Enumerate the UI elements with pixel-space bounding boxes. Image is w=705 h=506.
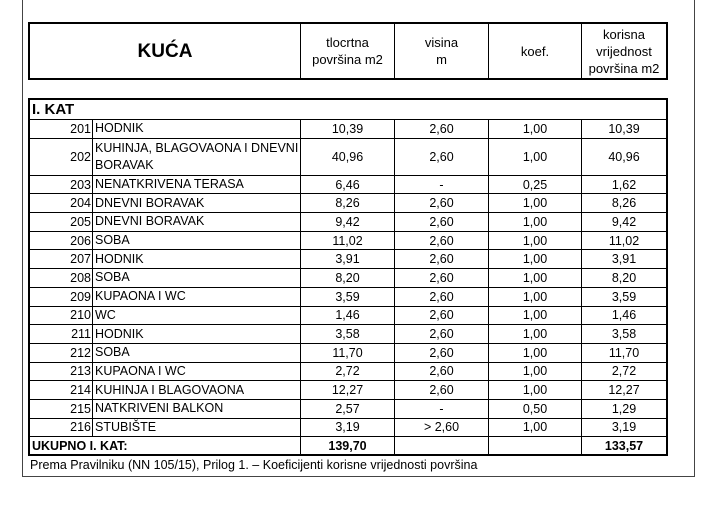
room-number: 213	[70, 364, 91, 379]
room-coef: 1,00	[488, 419, 581, 437]
room-name: SOBA	[92, 344, 300, 362]
table-row	[28, 307, 668, 326]
room-coef: 1,00	[488, 325, 581, 343]
room-height: 2,60	[394, 363, 488, 381]
sheet-border-right	[694, 0, 695, 476]
table-row	[28, 176, 668, 195]
room-area: 12,27	[300, 381, 394, 399]
header-area-line2: površina m2	[312, 52, 383, 67]
room-coef: 1,00	[488, 120, 581, 138]
room-name: KUHINJA I BLAGOVAONA	[92, 381, 300, 399]
room-coef: 1,00	[488, 381, 581, 399]
room-number: 210	[70, 308, 91, 323]
room-height: > 2,60	[394, 419, 488, 437]
room-area: 3,91	[300, 250, 394, 268]
header-useful-line3: površina m2	[588, 60, 660, 76]
room-useful-area: 12,27	[581, 381, 666, 399]
table-row	[28, 120, 668, 139]
room-area: 10,39	[300, 120, 394, 138]
room-coef: 0,50	[488, 400, 581, 418]
room-name: DNEVNI BORAVAK	[92, 213, 300, 231]
header-height	[394, 24, 488, 78]
room-name: WC	[92, 307, 300, 325]
room-height: 2,60	[394, 381, 488, 399]
room-useful-area: 1,62	[581, 176, 666, 194]
room-name: STUBIŠTE	[92, 419, 300, 437]
header-height-line1: visina	[424, 35, 459, 50]
total-height-empty	[394, 437, 488, 454]
room-useful-area: 10,39	[581, 120, 666, 138]
room-name: HODNIK	[92, 325, 300, 343]
table-row	[28, 344, 668, 363]
table-row	[28, 250, 668, 269]
room-number: 212	[70, 345, 91, 360]
room-useful-area: 3,58	[581, 325, 666, 343]
table-row	[28, 232, 668, 251]
room-area: 3,19	[300, 419, 394, 437]
room-number: 207	[70, 252, 91, 267]
table-row	[28, 139, 668, 176]
room-number: 216	[70, 420, 91, 435]
footnote: Prema Pravilniku (NN 105/15), Prilog 1. – Koeficijenti korisne vrijednosti površina	[30, 458, 478, 472]
table-row	[28, 419, 668, 438]
room-area: 2,57	[300, 400, 394, 418]
room-number: 209	[70, 289, 91, 304]
total-label: UKUPNO I. KAT:	[32, 438, 128, 453]
room-coef: 1,00	[488, 194, 581, 212]
room-coef: 1,00	[488, 250, 581, 268]
room-height: 2,60	[394, 232, 488, 250]
room-height: -	[394, 400, 488, 418]
room-height: 2,60	[394, 325, 488, 343]
room-area: 11,02	[300, 232, 394, 250]
table-row	[28, 400, 668, 419]
header-useful-line2: vrijednost	[596, 43, 652, 59]
room-coef: 1,00	[488, 363, 581, 381]
sheet-border-left	[22, 0, 23, 477]
room-number: 201	[70, 121, 91, 136]
room-name: NENATKRIVENA TERASA	[92, 176, 300, 194]
room-number: 204	[70, 196, 91, 211]
header-coef: koef.	[488, 24, 581, 78]
room-area: 3,59	[300, 288, 394, 306]
room-area: 8,26	[300, 194, 394, 212]
room-height: 2,60	[394, 194, 488, 212]
room-number: 214	[70, 383, 91, 398]
room-height: 2,60	[394, 120, 488, 138]
room-height: 2,60	[394, 344, 488, 362]
room-name: NATKRIVENI BALKON	[92, 400, 300, 418]
room-number: 211	[71, 327, 91, 342]
room-useful-area: 8,20	[581, 269, 666, 287]
header-area-line1: tlocrtna	[326, 35, 369, 50]
room-coef: 1,00	[488, 269, 581, 287]
room-name: SOBA	[92, 232, 300, 250]
room-area: 8,20	[300, 269, 394, 287]
header-useful	[581, 24, 666, 78]
room-name: KUPAONA I WC	[92, 363, 300, 381]
total-useful-area: 133,57	[581, 437, 666, 454]
room-name: KUPAONA I WC	[92, 288, 300, 306]
room-height: -	[394, 176, 488, 194]
room-height: 2,60	[394, 213, 488, 231]
table-row	[28, 269, 668, 288]
room-area: 2,72	[300, 363, 394, 381]
room-coef: 1,00	[488, 344, 581, 362]
room-height: 2,60	[394, 250, 488, 268]
table-row	[28, 325, 668, 344]
room-coef: 1,00	[488, 232, 581, 250]
table-row	[28, 381, 668, 400]
room-number: 202	[70, 149, 91, 164]
room-useful-area: 1,29	[581, 400, 666, 418]
room-useful-area: 3,59	[581, 288, 666, 306]
table-row	[28, 363, 668, 382]
room-height: 2,60	[394, 288, 488, 306]
room-name: DNEVNI BORAVAK	[92, 194, 300, 212]
table-header	[28, 22, 668, 80]
total-row	[28, 437, 668, 456]
room-coef: 0,25	[488, 176, 581, 194]
header-area	[300, 24, 394, 78]
total-coef-empty	[488, 437, 581, 454]
room-height: 2,60	[394, 307, 488, 325]
room-useful-area: 3,91	[581, 250, 666, 268]
room-useful-area: 11,02	[581, 232, 666, 250]
room-area: 6,46	[300, 176, 394, 194]
room-area: 9,42	[300, 213, 394, 231]
table-row	[28, 194, 668, 213]
header-height-line2: m	[436, 52, 447, 67]
room-useful-area: 9,42	[581, 213, 666, 231]
room-number: 208	[70, 270, 91, 285]
table-row	[28, 213, 668, 232]
room-number: 205	[70, 214, 91, 229]
room-name: HODNIK	[92, 120, 300, 138]
room-coef: 1,00	[488, 288, 581, 306]
room-number: 215	[70, 401, 91, 416]
header-title: KUĆA	[137, 40, 193, 62]
room-useful-area: 2,72	[581, 363, 666, 381]
room-useful-area: 1,46	[581, 307, 666, 325]
room-coef: 1,00	[488, 213, 581, 231]
room-name: SOBA	[92, 269, 300, 287]
room-name: HODNIK	[92, 250, 300, 268]
room-area: 1,46	[300, 307, 394, 325]
header-useful-line1: korisna	[603, 26, 645, 42]
total-area: 139,70	[300, 437, 394, 454]
room-name: KUHINJA, BLAGOVAONA I DNEVNI BORAVAK	[92, 139, 300, 175]
room-number: 203	[70, 177, 91, 192]
room-height: 2,60	[394, 269, 488, 287]
room-height: 2,60	[394, 139, 488, 175]
sheet-border-bottom	[22, 476, 695, 477]
room-useful-area: 8,26	[581, 194, 666, 212]
room-area: 3,58	[300, 325, 394, 343]
room-coef: 1,00	[488, 139, 581, 175]
room-useful-area: 11,70	[581, 344, 666, 362]
room-area: 11,70	[300, 344, 394, 362]
section-label: I. KAT	[28, 98, 668, 120]
table-row	[28, 288, 668, 307]
room-useful-area: 40,96	[581, 139, 666, 175]
room-useful-area: 3,19	[581, 419, 666, 437]
room-number: 206	[70, 233, 91, 248]
room-coef: 1,00	[488, 307, 581, 325]
room-area: 40,96	[300, 139, 394, 175]
rooms-table	[28, 120, 668, 456]
